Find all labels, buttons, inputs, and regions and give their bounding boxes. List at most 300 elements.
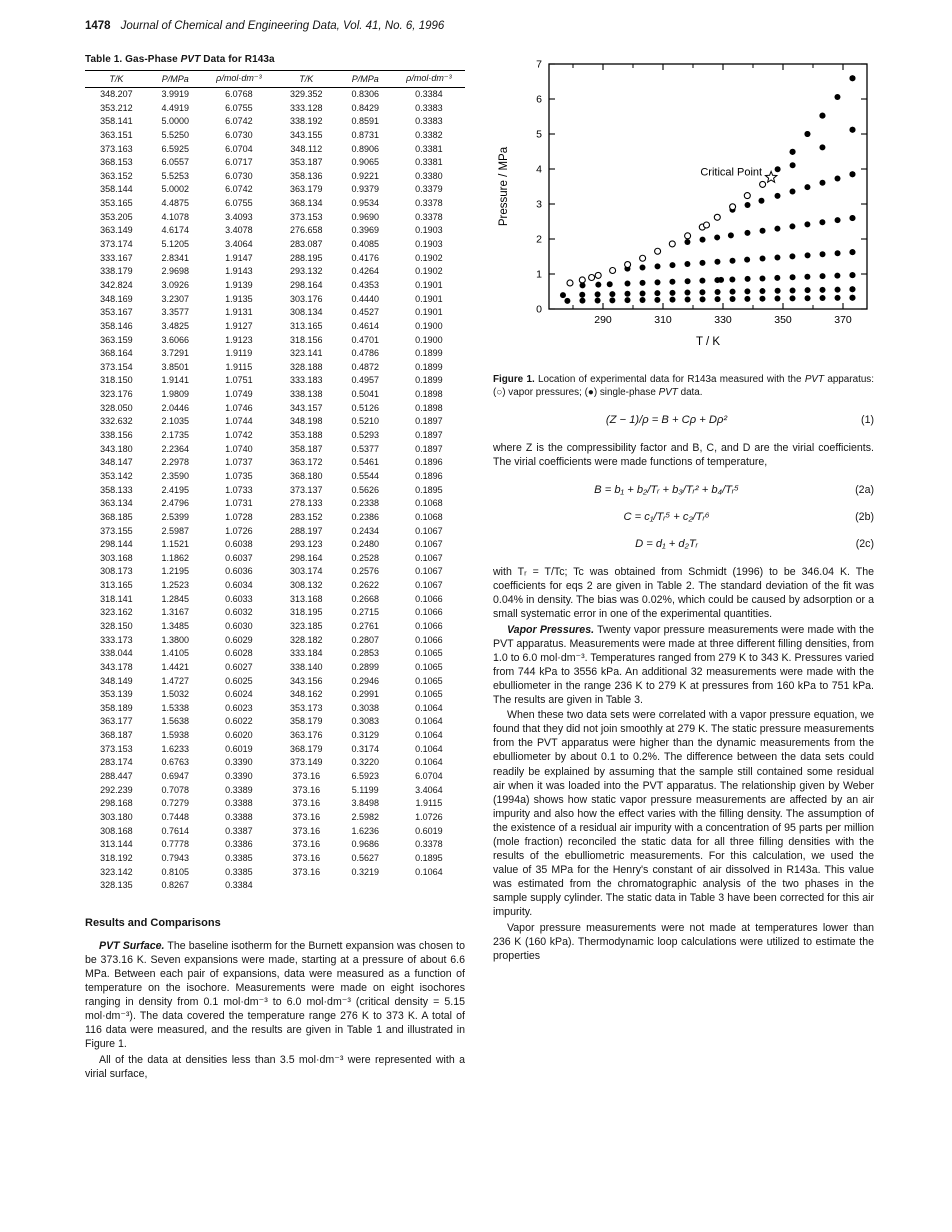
table-cell: 1.9809 <box>161 389 189 400</box>
table-cell: 363.159 <box>100 334 133 345</box>
table-cell: 313.168 <box>290 593 323 604</box>
table-cell: 0.1068 <box>415 498 443 509</box>
table-cell: 0.6763 <box>161 757 189 768</box>
table-cell: 0.1896 <box>415 470 443 481</box>
table-cell: 0.6028 <box>225 648 253 659</box>
running-head <box>85 20 874 32</box>
pvt-data-point <box>758 198 764 204</box>
table-row <box>85 484 465 498</box>
table-cell: 0.3381 <box>415 157 443 168</box>
table-cell: 3.4064 <box>225 239 253 250</box>
table-cell: 328.050 <box>100 402 133 413</box>
table-cell: 4.4919 <box>161 102 189 113</box>
table-cell: 0.3379 <box>415 184 443 195</box>
table-cell: 1.5638 <box>161 716 189 727</box>
table-cell: 0.4085 <box>351 239 379 250</box>
table-cell: 0.6036 <box>225 566 253 577</box>
table-cell: 373.137 <box>290 484 323 495</box>
table-cell: 0.6019 <box>415 825 443 836</box>
table-cell: 0.3083 <box>351 716 379 727</box>
table-cell: 298.168 <box>100 798 133 809</box>
table-cell: 0.3220 <box>351 757 379 768</box>
table-cell: 313.144 <box>100 839 133 850</box>
table-cell: 0.8306 <box>351 89 379 99</box>
table-row <box>85 443 465 457</box>
table-cell: 0.4614 <box>351 320 379 331</box>
pvt-data-point <box>804 274 810 280</box>
pvt-data-point <box>685 278 691 284</box>
table-cell: 2.5987 <box>161 525 189 536</box>
table-cell: 373.16 <box>292 852 321 863</box>
table-cell: 373.16 <box>292 825 321 836</box>
table-cell: 363.176 <box>290 730 323 741</box>
table-cell: 0.2991 <box>351 689 379 700</box>
table-cell: 318.141 <box>100 593 133 604</box>
table-cell: 313.165 <box>290 320 323 331</box>
table-cell: 0.7448 <box>161 811 189 822</box>
table-cell: 5.5253 <box>161 170 189 181</box>
table-cell: 0.7778 <box>161 839 189 850</box>
table-row <box>85 565 465 579</box>
equation-2a-number: (2a) <box>855 484 874 497</box>
table-cell: 0.8267 <box>161 880 189 891</box>
pvt-data-point <box>640 264 646 270</box>
table-cell: 0.1903 <box>415 225 443 236</box>
table-cell: 1.0735 <box>225 470 253 481</box>
table-cell: 0.8906 <box>351 143 379 154</box>
table-cell: 0.1901 <box>415 293 443 304</box>
table-row <box>85 525 465 539</box>
pvt-data-point <box>759 296 765 302</box>
pvt-data-point <box>728 232 734 238</box>
table-cell: 0.1064 <box>415 866 443 877</box>
table-cell: 1.5338 <box>161 702 189 713</box>
table-cell: 1.9135 <box>225 293 253 304</box>
table-row <box>85 879 465 893</box>
table-cell: 0.2899 <box>351 661 379 672</box>
table-cell: 1.0726 <box>415 811 443 822</box>
table-row <box>85 606 465 620</box>
table-cell: 323.141 <box>290 348 323 359</box>
pvt-data-point <box>849 249 855 255</box>
table-cell: 0.6020 <box>225 730 253 741</box>
table-cell: 358.136 <box>290 170 323 181</box>
table-row <box>85 102 465 116</box>
table-cell: 0.1064 <box>415 702 443 713</box>
pvt-data-point <box>700 237 706 243</box>
table-cell: 368.164 <box>100 348 133 359</box>
table-cell: 0.4353 <box>351 279 379 290</box>
table-row <box>85 702 465 716</box>
table-cell: 0.6024 <box>225 689 253 700</box>
table-row <box>85 811 465 825</box>
table-cell: 0.1065 <box>415 675 443 686</box>
vapor-pressure-point <box>669 241 675 247</box>
table-cell: 0.5041 <box>351 389 379 400</box>
table-row <box>85 88 465 102</box>
pvt-data-point <box>655 263 661 269</box>
table-cell: 1.9115 <box>225 361 253 372</box>
table-cell: 1.0746 <box>225 402 253 413</box>
table-row <box>85 238 465 252</box>
table-cell: 1.0751 <box>225 375 253 386</box>
y-tick-label: 6 <box>536 93 542 106</box>
table-cell: 1.9141 <box>161 375 189 386</box>
table-cell: 0.1066 <box>415 620 443 631</box>
pvt-data-point <box>699 289 705 295</box>
table1-title-pvt: PVT <box>180 54 201 65</box>
paragraph-correlation: When these two data sets were correlated with a vapor pressure equation, we found that they did not join smoothly at 279 K. The static pressure measurements from the PVT apparatus were higher than the dynamic measurements from the ebulliometer by about 0.1 to 0.2%. The difference between the data sets could readily be explained by assuming that the sample still contained some residual air when it was loaded into the PVT apparatus. The relationship given by Weber (1994a) shows how static vapor pressure measurements are affected by an air impurity and also how the effect varies with the filling density. The assumption of the existence of a residual air impurity with a concentration of 95 parts per million (mole fraction) reconciled the static data for all three filling densities with the results of the ebulliometric measurements. For this calculation, we used the value of 35 MPa for the Henry's constant of air dissolved in R143a. This value was estimated from the chromatographic analysis of the two phases in the sample supply cylinder. The static data in Table 3 have been corrected for this air impurity. <box>493 709 874 919</box>
table-row <box>85 320 465 334</box>
table-row <box>85 866 465 880</box>
table1-title-label: Table 1. <box>85 54 123 65</box>
column-header: ρ/mol·dm⁻³ <box>393 71 465 88</box>
table-cell: 6.0755 <box>225 198 253 209</box>
table-cell: 358.189 <box>100 702 133 713</box>
pvt-data-point <box>849 286 855 292</box>
table-cell: 358.146 <box>100 320 133 331</box>
table-cell: 0.2715 <box>351 607 379 618</box>
table-row <box>85 538 465 552</box>
table-cell <box>338 879 393 893</box>
table-cell: 363.149 <box>100 225 133 236</box>
table-cell: 0.3384 <box>415 89 443 99</box>
critical-point-label: Critical Point <box>700 166 763 179</box>
pvt-data-point <box>699 278 705 284</box>
table-cell: 373.16 <box>292 784 321 795</box>
table-row <box>85 183 465 197</box>
equation-1-number: (1) <box>861 414 874 426</box>
table-row <box>85 825 465 839</box>
table-cell: 293.123 <box>290 539 323 550</box>
table-cell: 2.1035 <box>161 416 189 427</box>
vapor-pressure-point <box>589 275 595 281</box>
table-cell: 0.4786 <box>351 348 379 359</box>
figure1-chart <box>493 54 874 362</box>
pvt-data-point <box>775 166 781 172</box>
table-cell: 293.132 <box>290 266 323 277</box>
vapor-pressure-point <box>579 277 585 283</box>
table-cell: 0.9065 <box>351 157 379 168</box>
table-cell: 0.2853 <box>351 648 379 659</box>
pvt-data-point <box>640 297 646 303</box>
pvt-data-point <box>718 277 724 283</box>
pvt-data-point <box>744 257 750 263</box>
pvt-data-point <box>595 291 601 297</box>
vapor-pressure-point <box>704 222 710 228</box>
table-cell: 363.177 <box>100 716 133 727</box>
table-cell: 6.0704 <box>415 771 443 782</box>
table-cell: 373.16 <box>292 866 321 877</box>
pvt-data-point <box>669 262 675 268</box>
table-cell: 0.3389 <box>225 784 253 795</box>
table-cell: 0.1899 <box>415 375 443 386</box>
table-cell: 6.5925 <box>161 143 189 154</box>
table-cell: 358.133 <box>100 484 133 495</box>
table-row <box>85 402 465 416</box>
table-cell: 363.151 <box>100 129 133 140</box>
table-cell: 5.0002 <box>161 184 189 195</box>
pvt-data-point <box>849 295 855 301</box>
pvt-data-point <box>774 296 780 302</box>
pvt-data-point <box>579 298 585 304</box>
table-cell: 0.1898 <box>415 402 443 413</box>
table-row <box>85 156 465 170</box>
x-tick-label: 330 <box>714 314 732 326</box>
table-cell: 0.4957 <box>351 375 379 386</box>
table-row <box>85 252 465 266</box>
table-cell: 0.6037 <box>225 552 253 563</box>
pvt-data-point <box>684 239 690 245</box>
pvt-data-point <box>805 287 811 293</box>
vapor-pressure-point <box>730 204 736 210</box>
table-cell: 0.3380 <box>415 170 443 181</box>
journal-title: Journal of Chemical and Engineering Data, Vol. 41, No. 6, 1996 <box>120 20 445 32</box>
paragraph-with: with Tᵣ = T/Tc; Tc was obtained from Schmidt (1996) to be 346.04 K. The coefficients for eqs 2 are given in Table 2. The standard deviation of the fit was 0.04% in density. The bias was 0.02%, which could be caused by adsorption or a small systematic error in one of the experimental quantities. <box>493 566 874 621</box>
table-cell: 0.5626 <box>351 484 379 495</box>
x-axis-label: T / K <box>695 336 721 348</box>
table-cell: 0.1067 <box>415 539 443 550</box>
table-row <box>85 593 465 607</box>
critical-point-star <box>765 171 776 182</box>
table-cell: 0.8429 <box>351 102 379 113</box>
table-row <box>85 497 465 511</box>
table-cell: 329.352 <box>290 89 323 99</box>
equation-2c <box>493 538 874 550</box>
table-cell: 4.1078 <box>161 211 189 222</box>
table-cell: 0.3382 <box>415 129 443 140</box>
figure1-caption: Figure 1. Location of experimental data for R143a measured with the PVT apparatus: (○) vapor pressures; (●) single-phase PVT data. <box>493 374 874 398</box>
pvt-data-point <box>834 273 840 279</box>
table-cell: 2.8341 <box>161 252 189 263</box>
pvt-data-point <box>834 94 840 100</box>
table-cell: 308.168 <box>100 825 133 836</box>
table-cell: 0.1899 <box>415 361 443 372</box>
table-cell: 288.195 <box>290 252 323 263</box>
table-cell: 333.183 <box>290 375 323 386</box>
pvt-data-point <box>775 288 781 294</box>
table-cell: 0.3038 <box>351 702 379 713</box>
table-cell: 1.2845 <box>161 593 189 604</box>
pvt-data-point <box>640 290 646 296</box>
pvt-data-point <box>849 75 855 81</box>
pvt-data-point <box>835 250 841 256</box>
table-cell: 368.179 <box>290 743 323 754</box>
table-row <box>85 661 465 675</box>
equation-2c-body: D = d₁ + d₂Tᵣ <box>635 538 698 551</box>
table-cell: 373.16 <box>292 798 321 809</box>
pvt-data-point <box>835 287 841 293</box>
table-cell: 0.3378 <box>415 839 443 850</box>
vapor-pressure-point <box>744 193 750 199</box>
pvt-data-point <box>775 193 781 199</box>
pvt-data-point <box>730 258 736 264</box>
table-cell: 0.1067 <box>415 566 443 577</box>
table-cell: 332.632 <box>100 416 133 427</box>
table-cell: 0.7943 <box>161 852 189 863</box>
pvt-data-point <box>804 184 810 190</box>
pvt-data-point <box>774 226 780 232</box>
table-cell: 0.6022 <box>225 716 253 727</box>
table-row <box>85 838 465 852</box>
table-row <box>85 688 465 702</box>
pvt-data-point <box>819 180 825 186</box>
pvt-data-point <box>805 252 811 258</box>
table-cell: 0.2434 <box>351 525 379 536</box>
table-cell: 0.3174 <box>351 743 379 754</box>
pvt-data-point <box>714 234 720 240</box>
table-row <box>85 852 465 866</box>
table-row <box>85 797 465 811</box>
pvt-data-point <box>835 295 841 301</box>
table-cell: 0.2946 <box>351 675 379 686</box>
table-cell: 1.3485 <box>161 620 189 631</box>
table-cell: 373.16 <box>292 771 321 782</box>
table-cell: 348.149 <box>100 675 133 686</box>
table-cell: 2.4796 <box>161 498 189 509</box>
page-number: 1478 <box>85 20 111 32</box>
figure1-caption-label: Figure 1. <box>493 374 535 385</box>
table-cell: 0.1064 <box>415 743 443 754</box>
table-cell: 358.187 <box>290 443 323 454</box>
table-cell: 1.3800 <box>161 634 189 645</box>
table-cell: 1.9147 <box>225 252 253 263</box>
pvt-data-point <box>759 275 765 281</box>
table-cell: 0.2668 <box>351 593 379 604</box>
pvt-data-point <box>745 276 751 282</box>
table-cell: 1.4421 <box>161 661 189 672</box>
table-cell: 0.1064 <box>415 716 443 727</box>
table-cell: 0.6034 <box>225 580 253 591</box>
table-cell: 0.6025 <box>225 675 253 686</box>
column-header: T/K <box>275 71 338 88</box>
pvt-data-point <box>804 131 810 137</box>
column-header: T/K <box>85 71 148 88</box>
table-cell: 0.1895 <box>415 852 443 863</box>
table-cell: 373.163 <box>100 143 133 154</box>
pvt-data-point <box>715 289 721 295</box>
table1-title: Table 1. Gas-Phase PVT Data for R143a <box>85 54 275 65</box>
table-cell: 292.239 <box>100 784 133 795</box>
table-cell: 0.4440 <box>351 293 379 304</box>
pvt-data-point <box>745 202 751 208</box>
pvt-data-point <box>790 188 796 194</box>
table-cell: 1.0740 <box>225 443 253 454</box>
table-cell: 0.3387 <box>225 825 253 836</box>
table-cell: 0.4872 <box>351 361 379 372</box>
table-cell: 342.824 <box>100 279 133 290</box>
table-cell: 6.0768 <box>225 89 253 99</box>
table-cell: 0.8591 <box>351 116 379 127</box>
table-cell: 1.0742 <box>225 430 253 441</box>
table-cell: 298.164 <box>290 279 323 290</box>
table-cell: 1.9143 <box>225 266 253 277</box>
pvt-data-point <box>819 113 825 119</box>
table-cell: 308.173 <box>100 566 133 577</box>
table-cell: 343.157 <box>290 402 323 413</box>
table-cell: 0.1065 <box>415 648 443 659</box>
table-cell: 343.178 <box>100 661 133 672</box>
vapor-pressure-point <box>640 255 646 261</box>
pvt-surface-lead: PVT Surface. <box>99 939 165 952</box>
table-cell: 368.185 <box>100 511 133 522</box>
table-cell: 338.192 <box>290 116 323 127</box>
table-cell: 323.142 <box>100 866 133 877</box>
vapor-pressures-lead: Vapor Pressures. <box>507 623 595 636</box>
pvt-data-point <box>654 297 660 303</box>
pvt-data-point <box>730 289 736 295</box>
pvt-data-point <box>849 272 855 278</box>
table-cell: 348.112 <box>290 143 323 154</box>
table-cell: 0.6023 <box>225 702 253 713</box>
figure1 <box>493 54 874 399</box>
table-cell: 6.5923 <box>351 771 379 782</box>
table-cell: 1.4105 <box>161 648 189 659</box>
table-cell: 0.1897 <box>415 416 443 427</box>
table-row <box>85 675 465 689</box>
table-cell: 0.1903 <box>415 239 443 250</box>
table-cell: 373.174 <box>100 239 133 250</box>
table-cell: 0.3378 <box>415 198 443 209</box>
pvt-data-point <box>804 221 810 227</box>
table-cell: 2.3590 <box>161 470 189 481</box>
pvt-data-point <box>820 273 826 279</box>
table-cell: 0.3385 <box>225 852 253 863</box>
table-cell: 318.192 <box>100 852 133 863</box>
pvt-data-point <box>729 276 735 282</box>
table-cell: 303.176 <box>290 293 323 304</box>
pvt-data-point <box>834 175 840 181</box>
table-row <box>85 784 465 798</box>
table-cell: 318.156 <box>290 334 323 345</box>
table-cell: 2.9698 <box>161 266 189 277</box>
table-cell: 1.0737 <box>225 457 253 468</box>
table-row <box>85 729 465 743</box>
table-cell: 278.133 <box>290 498 323 509</box>
table-row <box>85 552 465 566</box>
table-row <box>85 743 465 757</box>
table-cell: 358.144 <box>100 184 133 195</box>
table-cell: 0.1902 <box>415 266 443 277</box>
table-row <box>85 456 465 470</box>
vapor-pressure-point <box>625 262 631 268</box>
table-cell: 353.188 <box>290 430 323 441</box>
table-cell: 0.2480 <box>351 539 379 550</box>
table-cell: 1.9131 <box>225 307 253 318</box>
pvt-data-point <box>835 217 841 223</box>
table-cell: 0.3383 <box>415 116 443 127</box>
table-cell: 353.167 <box>100 307 133 318</box>
table-cell: 328.135 <box>100 880 133 891</box>
pvt-data-point <box>654 290 660 296</box>
table-cell: 0.2386 <box>351 511 379 522</box>
pvt-data-point <box>607 281 613 287</box>
table-cell: 1.6236 <box>351 825 379 836</box>
equation-2a <box>493 484 874 496</box>
pvt-data-point <box>805 295 811 301</box>
table-cell: 1.9139 <box>225 279 253 290</box>
pvt-data-point <box>789 253 795 259</box>
pvt-data-point <box>819 219 825 225</box>
paragraph-last: Vapor pressure measurements were not made at temperatures lower than 236 K (160 kPa). Thermodynamic loop calculations were utilized to estimate the properties <box>493 921 874 962</box>
table-cell: 1.9119 <box>225 348 253 359</box>
table-row <box>85 647 465 661</box>
table-cell: 338.179 <box>100 266 133 277</box>
table-cell: 0.1901 <box>415 307 443 318</box>
table-cell: 0.1065 <box>415 689 443 700</box>
table-row <box>85 211 465 225</box>
pvt-data-point <box>760 256 766 262</box>
